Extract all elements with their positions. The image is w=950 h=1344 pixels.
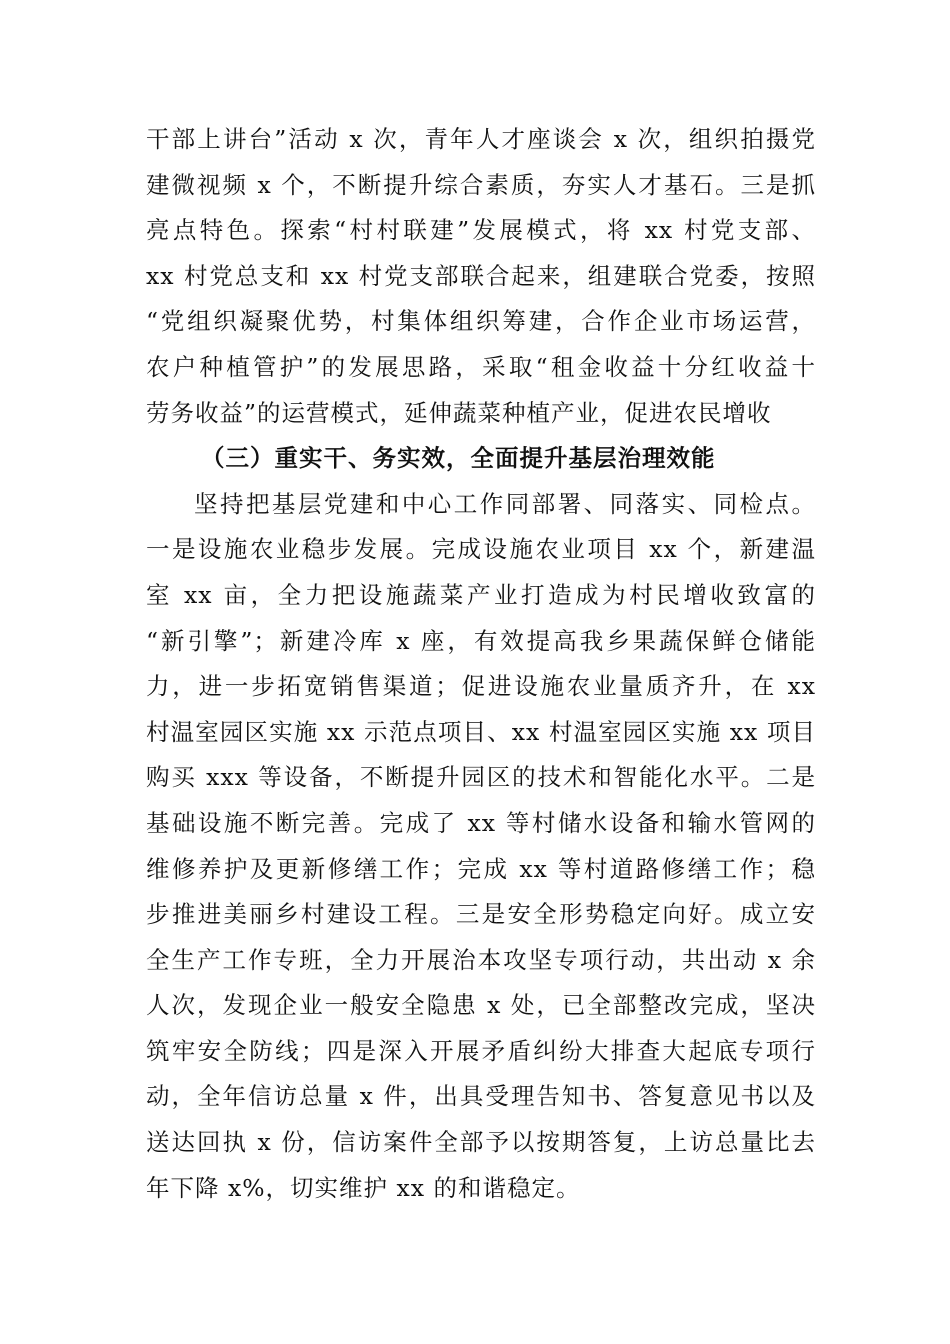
- text-line: 送达回执 x 份，信访案件全部予以按期答复，上访总量比去: [146, 1128, 816, 1157]
- text-line: 人次，发现企业一般安全隐患 x 处，已全部整改完成，坚决: [146, 991, 816, 1020]
- text-line: 筑牢安全防线；四是深入开展矛盾纠纷大排查大起底专项行: [146, 1036, 816, 1065]
- text-line: 动，全年信访总量 x 件，出具受理告知书、答复意见书以及: [146, 1082, 816, 1111]
- text-line: “新引擎”；新建冷库 x 座，有效提高我乡果蔬保鲜仓储能: [146, 626, 816, 655]
- document-body: [146, 117, 816, 1211]
- text-line: 农户种植管护”的发展思路，采取“租金收益十分红收益十: [146, 352, 816, 381]
- text-line: 购买 xxx 等设备，不断提升园区的技术和智能化水平。二是: [146, 763, 816, 792]
- text-line: 步推进美丽乡村建设工程。三是安全形势稳定向好。成立安: [146, 900, 816, 929]
- text-line: 室 xx 亩，全力把设施蔬菜产业打造成为村民增收致富的: [146, 580, 816, 609]
- text-line: 劳务收益”的运营模式，延伸蔬菜种植产业，促进农民增收: [146, 398, 772, 427]
- text-line: xx 村党总支和 xx 村党支部联合起来，组建联合党委，按照: [146, 261, 816, 290]
- paragraph-1: [146, 117, 816, 436]
- text-line: “党组织凝聚优势，村集体组织筹建，合作企业市场运营，: [146, 307, 816, 336]
- paragraph-2: [146, 482, 816, 1212]
- section-heading: （三）重实干、务实效，全面提升基层治理效能: [201, 444, 716, 473]
- text-line: 年下降 x%，切实维护 xx 的和谐稳定。: [146, 1173, 581, 1202]
- text-line: 干部上讲台”活动 x 次，青年人才座谈会 x 次，组织拍摄党: [146, 125, 816, 153]
- text-line: 建微视频 x 个，不断提升综合素质，夯实人才基石。三是抓: [146, 170, 816, 199]
- text-line: 维修养护及更新修缮工作；完成 xx 等村道路修缮工作；稳: [146, 854, 816, 883]
- text-line: 力，进一步拓宽销售渠道；促进设施农业量质齐升，在 xx: [146, 672, 816, 701]
- text-line: 亮点特色。探索“村村联建”发展模式，将 xx 村党支部、: [146, 216, 816, 245]
- text-line: 基础设施不断完善。完成了 xx 等村储水设备和输水管网的: [146, 808, 816, 837]
- text-line: 一是设施农业稳步发展。完成设施农业项目 xx 个，新建温: [146, 535, 816, 564]
- text-line: 全生产工作专班，全力开展治本攻坚专项行动，共出动 x 余: [146, 945, 816, 974]
- text-line: 坚持把基层党建和中心工作同部署、同落实、同检点。: [194, 489, 816, 518]
- text-line: 村温室园区实施 xx 示范点项目、xx 村温室园区实施 xx 项目: [146, 717, 816, 746]
